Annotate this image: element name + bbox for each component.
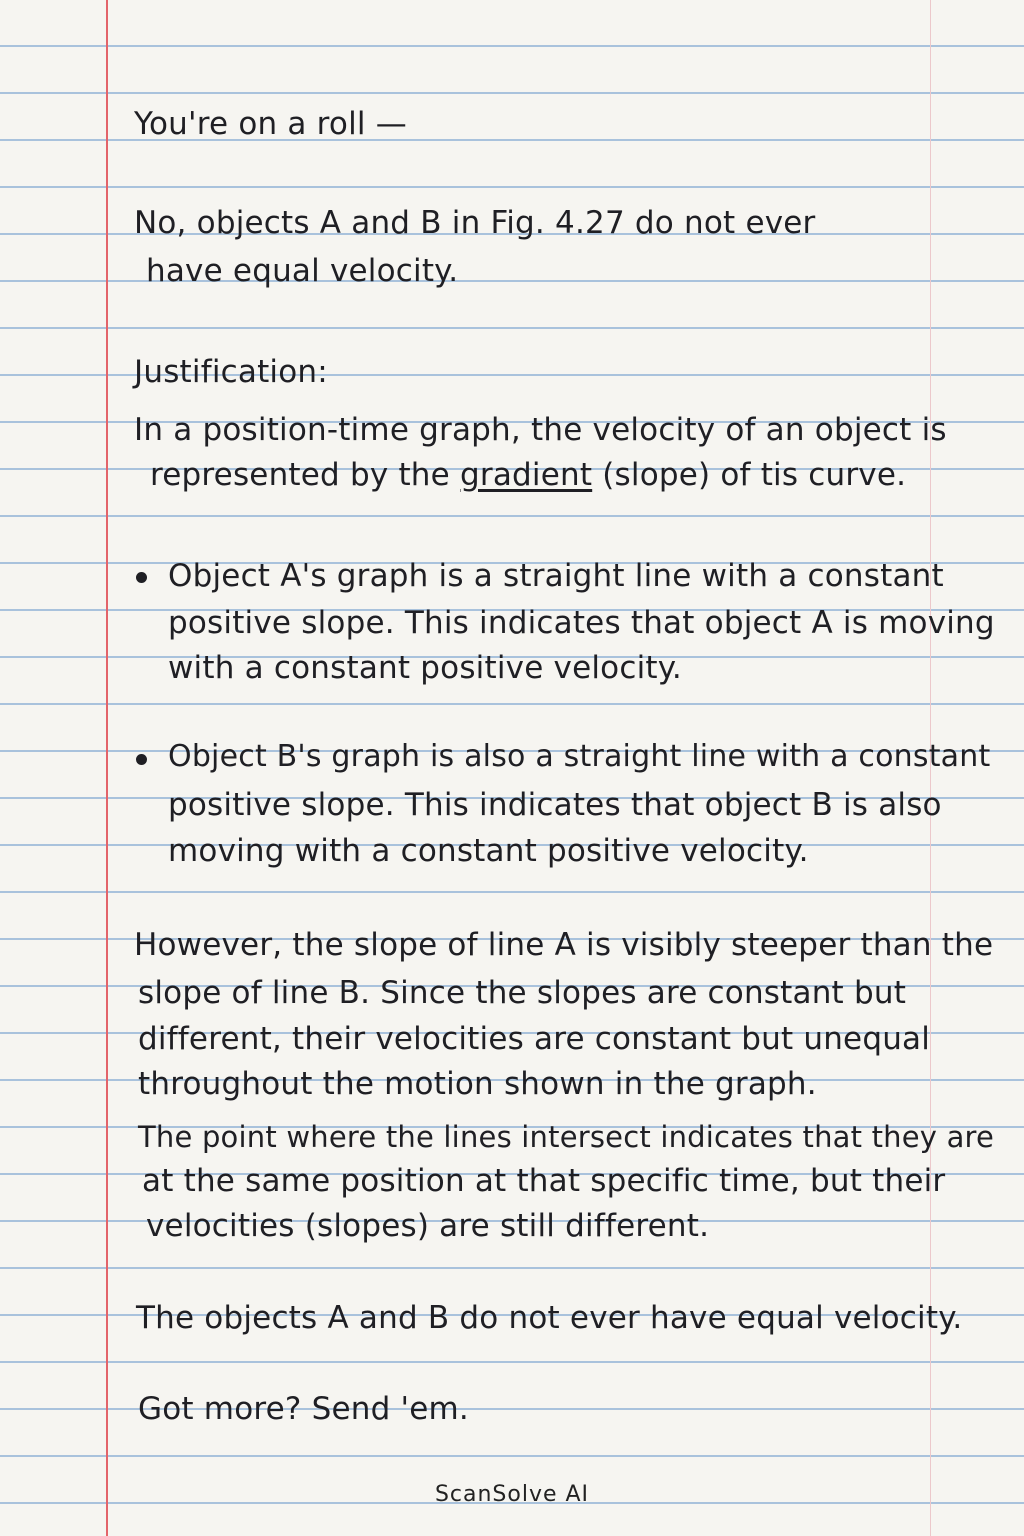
answer-line-2: have equal velocity.	[146, 253, 459, 289]
however-line-3: different, their velocities are constant but unequal	[138, 1021, 931, 1057]
bullet-b-line-3: moving with a constant positive velocity.	[168, 833, 809, 869]
intro-line-2	[150, 455, 906, 495]
intersection-line-1: The point where the lines intersect indicates that they are	[138, 1120, 995, 1154]
bullet-a-line-2: positive slope. This indicates that object A is moving	[168, 605, 995, 641]
conclusion: The objects A and B do not ever have equal velocity.	[136, 1300, 963, 1336]
bullet-a-line-3: with a constant positive velocity.	[168, 650, 682, 686]
intro-line-2-start: represented by the	[150, 457, 460, 493]
bullet-a-line-1: Object A's graph is a straight line with a constant	[168, 558, 944, 594]
intersection-line-2: at the same position at that specific time, but their	[142, 1163, 946, 1199]
however-line-2: slope of line B. Since the slopes are constant but	[138, 975, 907, 1011]
answer-line-1: No, objects A and B in Fig. 4.27 do not ever	[134, 205, 816, 241]
however-line-4: throughout the motion shown in the graph.	[138, 1066, 817, 1102]
greeting: You're on a roll —	[134, 106, 407, 142]
bullet-b-line-1: Object B's graph is also a straight line with a constant	[168, 739, 991, 774]
bullet-dot-a	[136, 572, 147, 583]
bullet-b-line-2: positive slope. This indicates that object B is also	[168, 787, 942, 823]
footer-brand: ScanSolve AI	[434, 1482, 590, 1507]
margin-line	[106, 0, 108, 1536]
underlined-gradient: gradient	[460, 457, 593, 493]
intro-line-2-end: (slope) of tis curve.	[592, 457, 907, 493]
justification-heading: Justification:	[134, 354, 328, 390]
intro-line-1: In a position-time graph, the velocity of an object is	[134, 412, 947, 448]
however-line-1: However, the slope of line A is visibly steeper than the	[134, 927, 994, 963]
bullet-dot-b	[136, 754, 147, 765]
intersection-line-3: velocities (slopes) are still different.	[146, 1208, 710, 1244]
closing-line: Got more? Send 'em.	[138, 1391, 469, 1427]
